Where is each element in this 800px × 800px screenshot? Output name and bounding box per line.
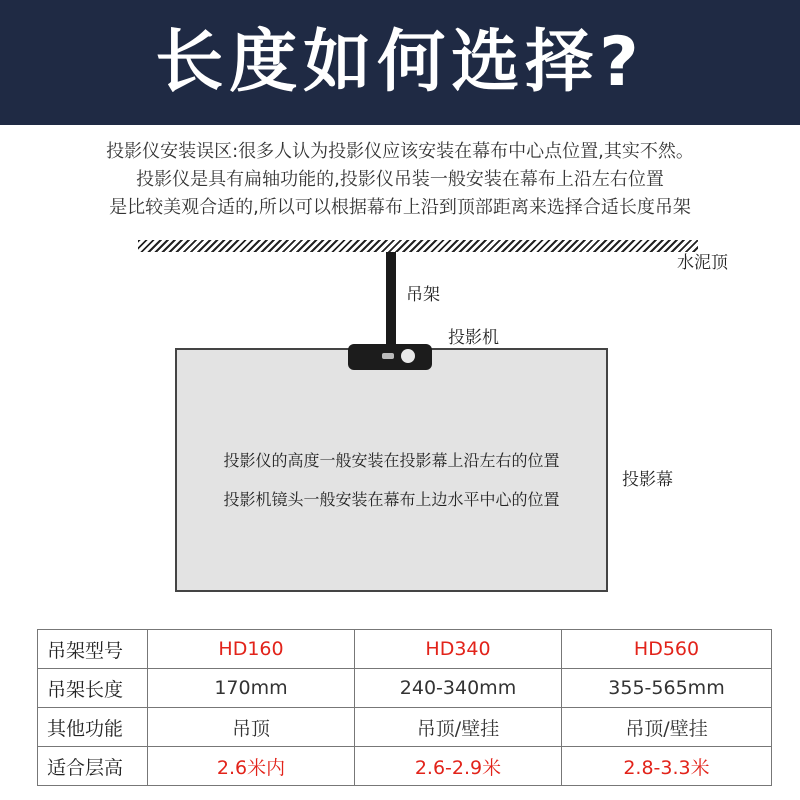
table-cell: 240-340mm: [355, 669, 562, 708]
row-label: 吊架长度: [38, 669, 148, 708]
intro-line: 投影仪安装误区:很多人认为投影仪应该安装在幕布中心点位置,其实不然。: [106, 141, 694, 162]
table-cell: 吊顶: [148, 708, 355, 747]
table-row: [38, 630, 772, 669]
table-cell: 170mm: [148, 669, 355, 708]
screen-label: 投影幕: [622, 470, 673, 490]
mount-pole: [386, 252, 396, 348]
table-cell: 2.6米内: [148, 747, 355, 786]
table-row: [38, 747, 772, 786]
ceiling-hatch: [138, 240, 698, 252]
mount-label: 吊架: [406, 285, 440, 305]
table-cell: HD160: [148, 630, 355, 669]
projector-label: 投影机: [448, 328, 499, 348]
page-title: 长度如何选择?: [155, 22, 645, 102]
screen-note: 投影仪的高度一般安装在投影幕上沿左右的位置: [223, 451, 560, 470]
table-cell: 2.6-2.9米: [355, 747, 562, 786]
table-row: [38, 669, 772, 708]
table-cell: HD560: [562, 630, 772, 669]
row-label: 适合层高: [38, 747, 148, 786]
intro-line: 投影仪是具有扁轴功能的,投影仪吊装一般安装在幕布上沿左右位置: [136, 169, 664, 190]
table-cell: 吊顶/壁挂: [562, 708, 772, 747]
table-cell: HD340: [355, 630, 562, 669]
ceiling-label: 水泥顶: [677, 253, 728, 273]
row-label: 其他功能: [38, 708, 148, 747]
spec-table: [37, 629, 772, 786]
table-cell: 吊顶/壁挂: [355, 708, 562, 747]
screen-note: 投影机镜头一般安装在幕布上边水平中心的位置: [223, 490, 560, 509]
projector-lens-icon: [401, 349, 415, 363]
table-cell: 2.8-3.3米: [562, 747, 772, 786]
projection-screen: [175, 348, 608, 592]
table-cell: 355-565mm: [562, 669, 772, 708]
intro-text: [0, 138, 800, 222]
table-row: [38, 708, 772, 747]
intro-line: 是比较美观合适的,所以可以根据幕布上沿到顶部距离来选择合适长度吊架: [109, 197, 691, 218]
projector-icon: [348, 344, 432, 370]
header-banner: [0, 0, 800, 125]
row-label: 吊架型号: [38, 630, 148, 669]
projector-indicator: [382, 353, 394, 359]
